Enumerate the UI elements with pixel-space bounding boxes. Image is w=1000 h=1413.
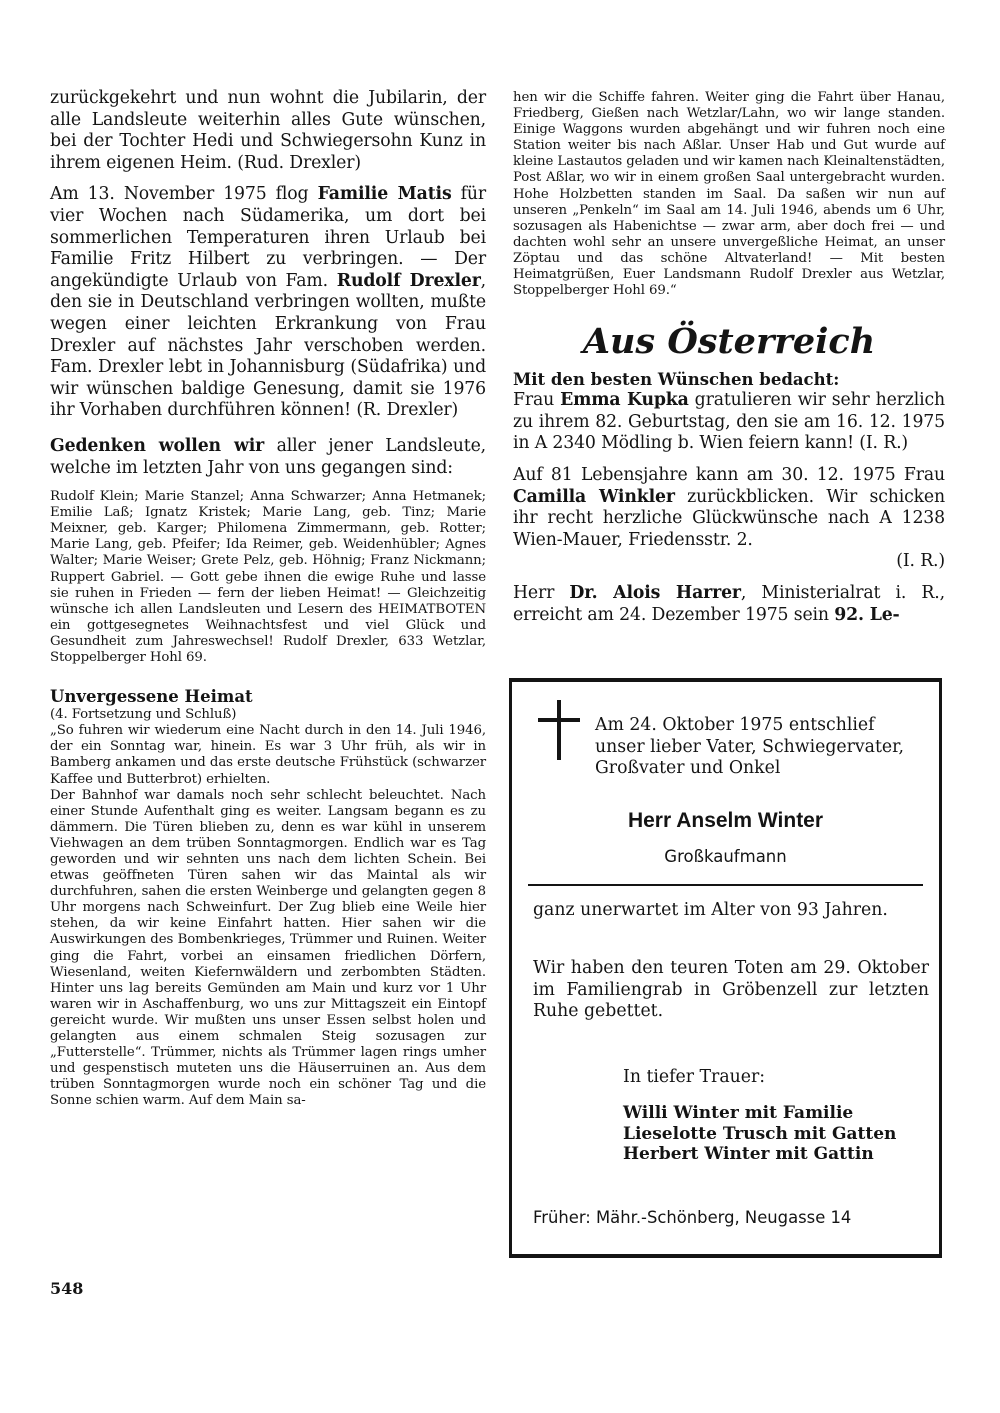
name-familie-matis: Familie Matis xyxy=(317,184,452,205)
article-paragraph-3: hen wir die Schiffe fahren. Weiter ging die Fahrt über Hanau, Friedberg, Gießen nach Wetzlar/Lahn, wo wir lange standen. Einige Waggons wurden abgehängt und wir fuhren noch eine Station weiter bis nach Aßlar. Unser Hab und Gut wurde auf kleine Lastautos geladen und wir kamen nach Kleinaltenstädten, Post Aßlar, wo wir in einem großen Saal untergebracht wurden. Hohe Holzbetten standen im Saal. Da saßen wir nun auf unseren „Penkeln“ im Saal am 14. Juli 1946, abends um 6 Uhr, sozusagen als Habenichtse — zwar arm, aber doch frei — und dachten wohl sehr an unsere unvergeßliche Heimat, an unser Zöptau und das schöne Altvaterland! — Mit besten Heimatgrüßen, Euer Landsmann Rudolf Drexler aus Wetzlar, Stoppelberger Hohl 69.“ xyxy=(513,90,945,299)
page-number: 548 xyxy=(50,1279,84,1298)
mourner: Herbert Winter mit Gattin xyxy=(623,1144,874,1164)
section-title: Aus Österreich xyxy=(582,321,876,363)
mourner: Willi Winter mit Familie xyxy=(623,1103,854,1123)
article-paragraph-1: „So fuhren wir wiederum eine Nacht durch in den 14. Juli 1946, der ein Sonntag war, hinein. Es war 3 Uhr früh, als wir in Bamberg ankamen und das erste deutsche Frühstück (schwarzer Kaffee und Butterbrot) erhielten. xyxy=(50,723,486,787)
right-column xyxy=(513,90,945,626)
paragraph-kupka: Frau Emma Kupka gratulieren wir sehr herzlich zu ihrem 82. Geburtstag, den sie am 16. 12. 1975 in A 2340 Mödling b. Wien feiern kann! (I. R.) xyxy=(513,390,945,454)
paragraph-gedenken: Gedenken wollen wir aller jener Landsleute, welche im letzten Jahr von uns gegangen sind: xyxy=(50,435,486,478)
obituary-body-burial: Wir haben den teuren Toten am 29. Oktober im Familiengrab in Gröbenzell zur letzten Ruhe gebettet. xyxy=(533,958,929,1021)
former-address: Früher: Mähr.-Schönberg, Neugasse 14 xyxy=(533,1208,852,1227)
age-harrer: 92. Le- xyxy=(834,604,900,625)
paragraph-matis: Am 13. November 1975 flog Familie Matis für vier Wochen nach Südamerika, um dort bei sommerlichen Temperaturen ihren Urlaub bei Familie Fritz Hilbert zu verbringen. — Der angekündigte Urlaub von Fam. Rudolf Drexler, den sie in Deutschland verbringen wollten, mußte wegen einer leichten Erkrankung von Frau Drexler auf nächstes Jahr verschoben werden. Fam. Drexler lebt in Johannisburg (Südafrika) und wir wünschen baldige Genesung, damit sie 1976 ihr Vorhaben durchführen können! (R. Drexler) xyxy=(50,184,487,421)
name-emma-kupka: Emma Kupka xyxy=(560,390,689,411)
article-paragraph-2: Der Bahnhof war damals noch sehr schlecht beleuchtet. Nach einer Stunde Aufenthalt ging es weiter. Langsam begann es zu dämmern. Die Türen blieben zu, denn es war kühl in unserem Viehwagen an dem trüben Sonntagmorgen. Endlich war es Tag geworden und wir sehnten uns nach dem lichten Schein. Bei etwas geöffneten Türen sahen wir das Maintal als wir durchfuhren, sahen die ersten Weinberge und gelangten gegen 8 Uhr morgens nach Schweinfurt. Der Zug blieb eine Weile hier stehen, da wir keine Einfahrt hatten. Hier sahen wir die Auswirkungen des Bombenkrieges, Trümmer und Ruinen. Weiter ging die Fahrt, vorbei an einsamen friedlichen Dörfern, Wiesenland, weiten Kiefernwäldern und zerbombten Städten. Hinter uns lag bereits Gemünden am Main und kurz vor 1 Uhr waren wir in Aschaffenburg, wo uns zur Mittagszeit ein Eintopf gereicht wurde. Wir mußten uns unser Essen selbst holen und gelangten aus einem schmalen Steig sozusagen zur „Futterstelle“. Trümmer, nichts als Trümmer lagen rings umher und gespenstisch muteten uns die Häuserruinen an. Aus dem trüben Sonntagmorgen wurde noch ein schöner Tag und die Sonne schien warm. Auf dem Main sa- xyxy=(50,787,486,1109)
mourners-list xyxy=(623,1103,896,1165)
deceased-profession: Großkaufmann xyxy=(664,847,787,866)
mourner: Lieselotte Trusch mit Gatten xyxy=(623,1123,897,1144)
obituary-body-age: ganz unerwartet im Alter von 93 Jahren. xyxy=(533,900,888,920)
name-camilla-winkler: Camilla Winkler xyxy=(513,486,675,507)
paragraph-winkler: Auf 81 Lebensjahre kann am 30. 12. 1975 Frau Camilla Winkler zurückblicken. Wir schicken ihr recht herzliche Glückwünsche nach A 1238 Wien-Mauer, Friedensstr. 2. xyxy=(513,465,945,550)
name-alois-harrer: Dr. Alois Harrer xyxy=(569,582,741,603)
paragraph-deceased-list: Rudolf Klein; Marie Stanzel; Anna Schwarzer; Anna Hetmanek; Emilie Laß; Ignatz Kristek; Marie Lang, geb. Tinz; Marie Meixner, geb. Karger; Philomena Zimmermann, geb. Rotter; Marie Lang, geb. Pfeifer; Ida Reimer, geb. Weidenhübler; Agnes Walter; Marie Weiser; Grete Pelz, geb. Höhnig; Franz Nickmann; Ruppert Gabriel. — Gott gebe ihnen die ewige Ruhe und lasse sie ruhen in Frieden — fern der lieben Heimat! — Gleichzeitig wünsche ich allen Landsleuten und Lesern des HEIMATBOTEN ein gottgesegnetes Weihnachtsfest und viel Glück und Gesundheit zum Jahreswechsel! Rudolf Drexler, 633 Wetzlar, Stoppelberger Hohl 69. xyxy=(50,489,486,666)
divider xyxy=(528,884,923,886)
left-column xyxy=(50,88,486,1109)
section-subheading: Mit den besten Wünschen bedacht: xyxy=(513,370,840,390)
obituary-notice xyxy=(509,678,942,1258)
signature-ir: (I. R.) xyxy=(896,551,945,572)
deceased-name: Herr Anselm Winter xyxy=(627,809,824,832)
name-rudolf-drexler: Rudolf Drexler xyxy=(336,270,481,291)
article-subtitle: (4. Fortsetzung und Schluß) xyxy=(50,707,237,723)
obituary-intro: Am 24. Oktober 1975 entschlief unser lieber Vater, Schwiegervater, Großvater und Onkel xyxy=(595,715,904,778)
paragraph-jubilee: zurückgekehrt und nun wohnt die Jubilarin, der alle Landsleute weiterhin alles Gute wünschen, bei der Tochter Hedi und Schwiegersohn Kunz in ihrem eigenen Heim. (Rud. Drexler) xyxy=(50,88,486,173)
gedenken-heading: Gedenken wollen wir xyxy=(50,435,265,456)
mourning-line: In tiefer Trauer: xyxy=(623,1067,766,1087)
paragraph-harrer: Herr Dr. Alois Harrer, Ministerialrat i. R., erreicht am 24. Dezember 1975 sein 92. Le- xyxy=(513,582,945,625)
article-heading: Unvergessene Heimat xyxy=(50,687,253,707)
